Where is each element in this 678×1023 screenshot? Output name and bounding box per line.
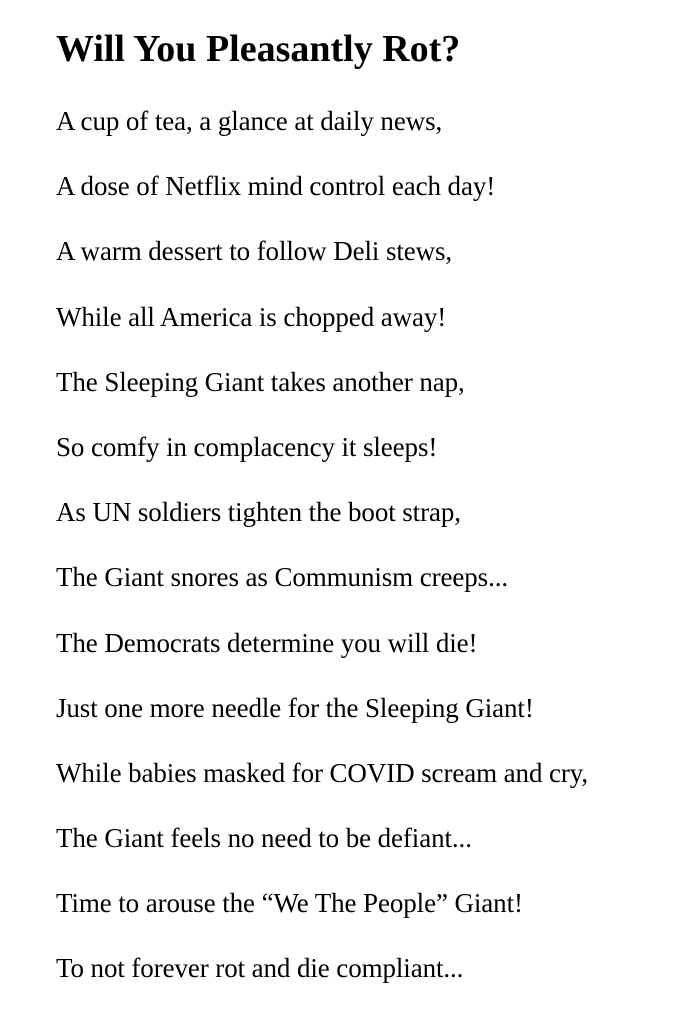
poem-line-9: The Democrats determine you will die! xyxy=(56,627,478,658)
poem-line-10: Just one more needle for the Sleeping Giant! xyxy=(56,692,534,723)
poem-line-11: While babies masked for COVID scream and cry, xyxy=(56,757,589,788)
poem-line-14: To not forever rot and die compliant... xyxy=(56,953,464,984)
poem-line-8: The Giant snores as Communism creeps... xyxy=(56,562,509,593)
poem-body xyxy=(56,100,588,1013)
poem-title: Will You Pleasantly Rot? xyxy=(56,28,461,70)
poem-line-2: A dose of Netflix mind control each day! xyxy=(56,171,496,202)
poem-line-1: A cup of tea, a glance at daily news, xyxy=(56,106,443,136)
poem-line-13: Time to arouse the “We The People” Giant! xyxy=(56,888,523,919)
poem-line-6: So comfy in complacency it sleeps! xyxy=(56,431,438,462)
poem-line-3: A warm dessert to follow Deli stews, xyxy=(56,236,453,267)
poem-line-7: As UN soldiers tighten the boot strap, xyxy=(56,497,461,528)
poem-line-5: The Sleeping Giant takes another nap, xyxy=(56,366,465,397)
poem-line-12: The Giant feels no need to be defiant... xyxy=(56,823,472,854)
poem-line-4: While all America is chopped away! xyxy=(56,301,447,332)
